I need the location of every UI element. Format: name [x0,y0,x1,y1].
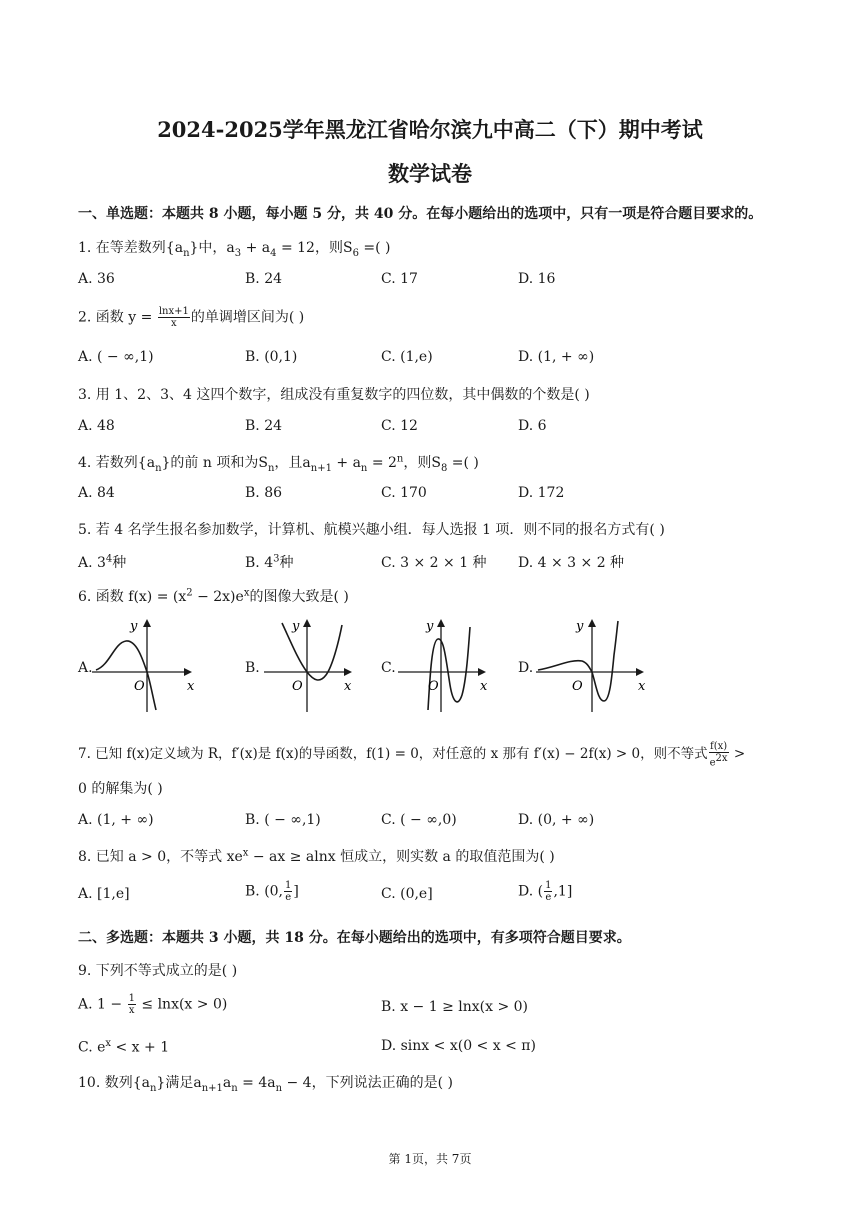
q6-c-origin-label: O [428,679,439,694]
q6-a-origin-label: O [134,679,145,694]
question-6: 6. 函数 $f(x) = (x^2 - 2x)e^x$的图像大致是( ) [78,587,349,605]
q6-d-y-label: y [576,619,584,634]
q6-b-origin-label: O [292,679,303,694]
q8-option-a: A. [1,e] [78,886,130,902]
q2-option-a: A. ( − ∞,1) [78,349,154,365]
page-footer: 第 1页，共 7页 [388,1152,472,1166]
q8-option-b: B. (0, $\frac{1}{e}$ ] [245,880,299,903]
q2-option-d: D. (1, + ∞) [518,349,595,365]
question-10: 10. 数列$\{a_n\}$满足$a_{n+1}a_n = 4a_n - 4$，下列说法正确的是( ) [78,1075,453,1094]
section-1-heading: 一、单选题：本题共 8 小题，每小题 5 分，共 40 分。在每小题给出的选项中，只有一项是符合题目要求的。 [78,206,763,222]
q6-b-y-label: y [292,619,300,634]
q6-b-x-label: x [344,679,352,694]
question-3: 3. 用 1、2、3、4 这四个数字，组成没有重复数字的四位数，其中偶数的个数是( ) [78,387,590,403]
q6-option-c-label: C. [381,660,396,676]
exam-subtitle: 数学试卷 [388,161,472,186]
q4-option-c: C. 170 [381,485,427,501]
q7-option-a: A. (1, + ∞) [78,812,154,828]
q6-option-b-label: B. [245,660,260,676]
q6-option-a-label: A. [78,660,93,676]
q4-option-b: B. 86 [245,485,283,501]
q1-option-d: D. 16 [518,271,556,287]
q7-option-c: C. ( − ∞,0) [381,812,457,828]
question-8: 8. 已知 a > 0，不等式 $xe^x$ − ax ≥ alnx 恒成立，则实数 a 的取值范围为( ) [78,847,555,865]
q7-option-d: D. (0, + ∞) [518,812,595,828]
exam-title: 2024-2025学年黑龙江省哈尔滨九中高二（下）期中考试 [157,117,703,142]
q8-option-c: C. (0,e] [381,886,433,902]
q1-option-a: A. 36 [78,271,115,287]
q6-c-x-label: x [480,679,488,694]
question-1: 1. 在等差数列$\{a_n\}$中，$a_3 + a_4 = 12$，则$S_6$ =( ) [78,240,391,259]
q9-option-b: B. x − 1 ≥ lnx(x > 0) [381,999,528,1015]
q2-option-b: B. (0,1) [245,349,298,365]
q1-option-b: B. 24 [245,271,283,287]
question-7-line-1: 7. 已知 f(x)定义域为 R，f′(x)是 f(x)的导函数，f(1) = 0，对任意的 x 那有 f′(x) − 2f(x) > 0，则不等式 $\frac{f(x)}{e^{2x}}$ > [78,741,746,769]
q5-option-b: B. $4^3$种 [245,553,294,571]
q2-fraction: $\frac{\ln x+1}{x}$ [158,306,189,329]
q5-option-a: A. $3^4$种 [78,553,127,571]
question-9: 9. 下列不等式成立的是( ) [78,963,238,979]
q7-option-b: B. ( − ∞,1) [245,812,321,828]
question-2: 2. 函数 y = $\frac{\ln x+1}{x}$ 的单调增区间为( ) [78,306,305,329]
question-7-line-2: 0 的解集为( ) [78,781,163,797]
q9-option-a: A. 1 − $\frac{1}{x}$ ≤ lnx(x > 0) [78,993,228,1016]
q2-option-c: C. (1,e) [381,349,433,365]
q6-graph-c [396,615,496,715]
question-4: 4. 若数列$\{a_n\}$的前 n 项和为$S_n$，且$a_{n+1} + a_n = 2^n$，则$S_8$ =( ) [78,453,479,474]
question-5: 5. 若 4 名学生报名参加数学，计算机、航模兴趣小组．每人选报 1 项．则不同的报名方式有( ) [78,522,665,538]
q9-option-d: D. sinx < x(0 < x < π) [381,1038,536,1054]
q6-c-y-label: y [426,619,434,634]
q6-d-origin-label: O [572,679,583,694]
q3-option-a: A. 48 [78,418,115,434]
q6-option-d-label: D. [518,660,534,676]
q6-graph-d [534,615,654,715]
q5-option-c: C. 3 × 2 × 1 种 [381,555,487,571]
q6-a-y-label: y [130,619,138,634]
q5-option-d: D. 4 × 3 × 2 种 [518,555,625,571]
q9-option-c: C. $e^x < x + 1$ [78,1038,170,1056]
q3-option-d: D. 6 [518,418,547,434]
q6-a-x-label: x [187,679,195,694]
q3-option-b: B. 24 [245,418,283,434]
q6-d-x-label: x [638,679,646,694]
q6-graph-b [262,615,362,715]
q3-option-c: C. 12 [381,418,418,434]
section-2-heading: 二、多选题：本题共 3 小题，共 18 分。在每小题给出的选项中，有多项符合题目要求。 [78,930,631,946]
q4-option-a: A. 84 [78,485,115,501]
q8-option-d: D. ( $\frac{1}{e}$ ,1] [518,880,573,903]
q4-option-d: D. 172 [518,485,565,501]
q7-fraction: $\frac{f(x)}{e^{2x}}$ [709,741,728,769]
q1-option-c: C. 17 [381,271,418,287]
q6-graph-a [92,615,202,715]
